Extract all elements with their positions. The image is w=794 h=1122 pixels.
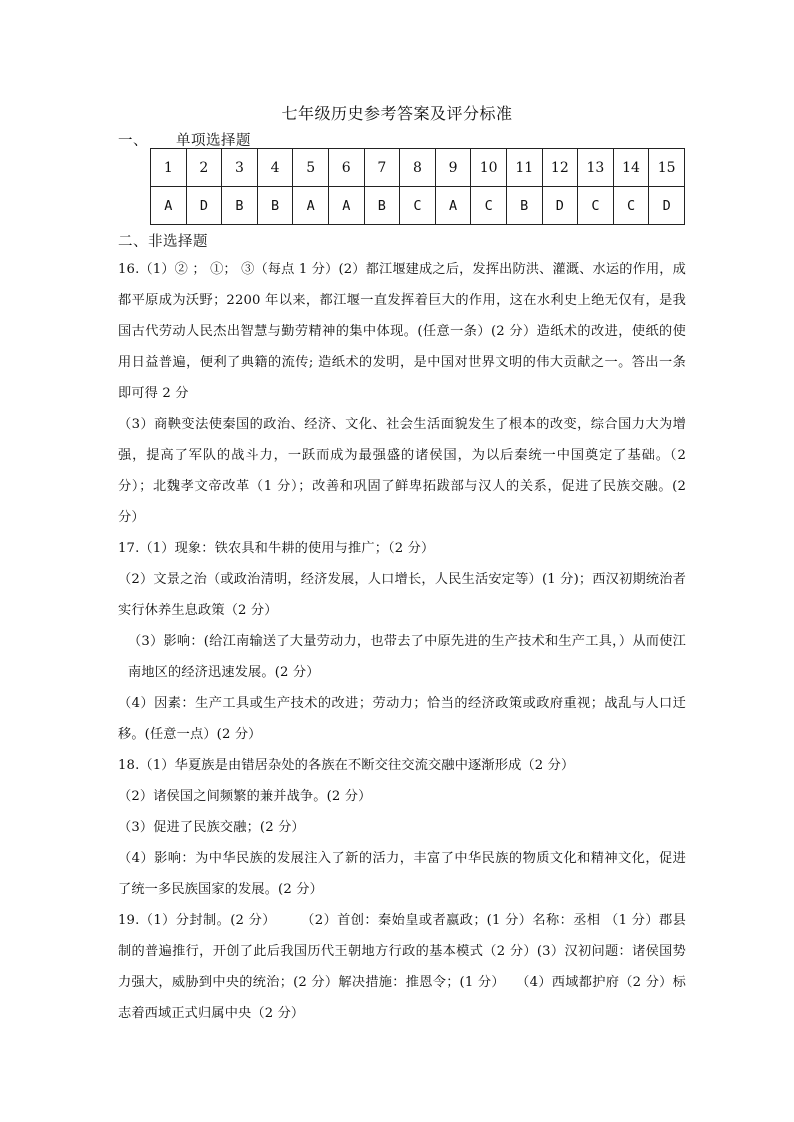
question-number-cell: 7 xyxy=(364,149,400,187)
question-number-row xyxy=(151,149,685,187)
answer-paragraph-q17-3: （3）影响：(给江南输送了大量劳动力，也带去了中原先进的生产技术和生产工具，）从而使江南地区的经济迅速发展。(2 分） xyxy=(128,634,686,680)
question-number-cell: 1 xyxy=(151,149,187,187)
answer-cell: B xyxy=(506,187,542,225)
answer-cell: D xyxy=(186,187,222,225)
question-number-cell: 4 xyxy=(257,149,293,187)
answer-table xyxy=(150,148,685,225)
section-heading-nonchoice: 二、非选择题 xyxy=(118,234,208,250)
question-number-cell: 14 xyxy=(613,149,649,187)
answer-cell: C xyxy=(400,187,436,225)
section-number: 一、 xyxy=(118,133,148,149)
answer-cell: A xyxy=(435,187,471,225)
answer-paragraph-q18-3: （3）促进了民族交融；(2 分） xyxy=(118,820,305,835)
answer-paragraph-q19: 19.（1）分封制。(2 分） （2）首创：秦始皇或者嬴政；(1 分）名称：丞相 （1 分）郡县制的普遍推行，开创了此后我国历代王朝地方行政的基本模式（2 分）(3）汉初问题：诸侯国势力强大，威胁到中央的统治；(2 分）解决措施：推恩令；(1 分） （4）西域都护府（2 分）标志着西域正式归属中央（2 分） xyxy=(118,913,686,1021)
answer-cell: C xyxy=(613,187,649,225)
answer-paragraph-q16-3: （3）商鞅变法使秦国的政治、经济、文化、社会生活面貌发生了根本的改变，综合国力大为增强，提高了军队的战斗力，一跃而成为最强盛的诸侯国，为以后秦统一中国奠定了基础。（2 分）；北魏孝文帝改革（1 分）；改善和巩固了鲜卑拓跋部与汉人的关系，促进了民族交融。(2 分） xyxy=(118,417,686,525)
page-title: 七年级历史参考答案及评分标准 xyxy=(281,104,513,123)
answer-cell: C xyxy=(578,187,614,225)
answer-cell: B xyxy=(364,187,400,225)
answer-paragraph-q17-4: （4）因素：生产工具或生产技术的改进；劳动力；恰当的经济政策或政府重视；战乱与人口迁移。(任意一点）(2 分） xyxy=(118,696,686,742)
answer-paragraph-q18-4: （4）影响：为中华民族的发展注入了新的活力，丰富了中华民族的物质文化和精神文化，促进了统一多民族国家的发展。(2 分） xyxy=(118,851,686,897)
answer-paragraph-q18-1: 18.（1）华夏族是由错居杂处的各族在不断交往交流交融中逐渐形成（2 分） xyxy=(118,758,575,773)
question-number-cell: 12 xyxy=(542,149,578,187)
answer-cell: B xyxy=(222,187,258,225)
answer-body xyxy=(118,254,686,1029)
question-number-cell: 13 xyxy=(578,149,614,187)
answer-cell: B xyxy=(257,187,293,225)
question-number-cell: 3 xyxy=(222,149,258,187)
answer-cell: D xyxy=(542,187,578,225)
section-label: 单项选择题 xyxy=(176,133,251,149)
section-heading-choice xyxy=(118,129,251,150)
question-number-cell: 15 xyxy=(649,149,685,187)
answer-cell: C xyxy=(471,187,507,225)
question-number-cell: 6 xyxy=(328,149,364,187)
question-number-cell: 11 xyxy=(506,149,542,187)
answer-paragraph-q16: 16.（1）② ； ①； ③（每点 1 分）(2）都江堰建成之后，发挥出防洪、灌溉、水运的作用，成都平原成为沃野；2200 年以来，都江堰一直发挥着巨大的作用，这在水利史上绝无仅有，是我国古代劳动人民杰出智慧与勤劳精神的集中体现。(任意一条）(2 分）造纸术的改进，使纸的使用日益普遍，便利了典籍的流传; 造纸术的发明，是中国对世界文明的伟大贡献之一。答出一条即可得 2 分 xyxy=(118,262,686,401)
answer-paragraph-q17-1: 17.（1）现象：铁农具和牛耕的使用与推广；（2 分） xyxy=(118,541,435,556)
answer-cell: A xyxy=(151,187,187,225)
answer-paragraph-q18-2: （2）诸侯国之间频繁的兼并战争。(2 分） xyxy=(118,789,372,804)
answer-row xyxy=(151,187,685,225)
question-number-cell: 2 xyxy=(186,149,222,187)
question-number-cell: 8 xyxy=(400,149,436,187)
question-number-cell: 10 xyxy=(471,149,507,187)
answer-paragraph-q17-2: （2）文景之治（或政治清明，经济发展，人口增长，人民生活安定等）(1 分)；西汉初期统治者实行休养生息政策（2 分） xyxy=(118,572,686,618)
question-number-cell: 9 xyxy=(435,149,471,187)
answer-cell: A xyxy=(293,187,329,225)
answer-cell: A xyxy=(328,187,364,225)
answer-cell: D xyxy=(649,187,685,225)
question-number-cell: 5 xyxy=(293,149,329,187)
